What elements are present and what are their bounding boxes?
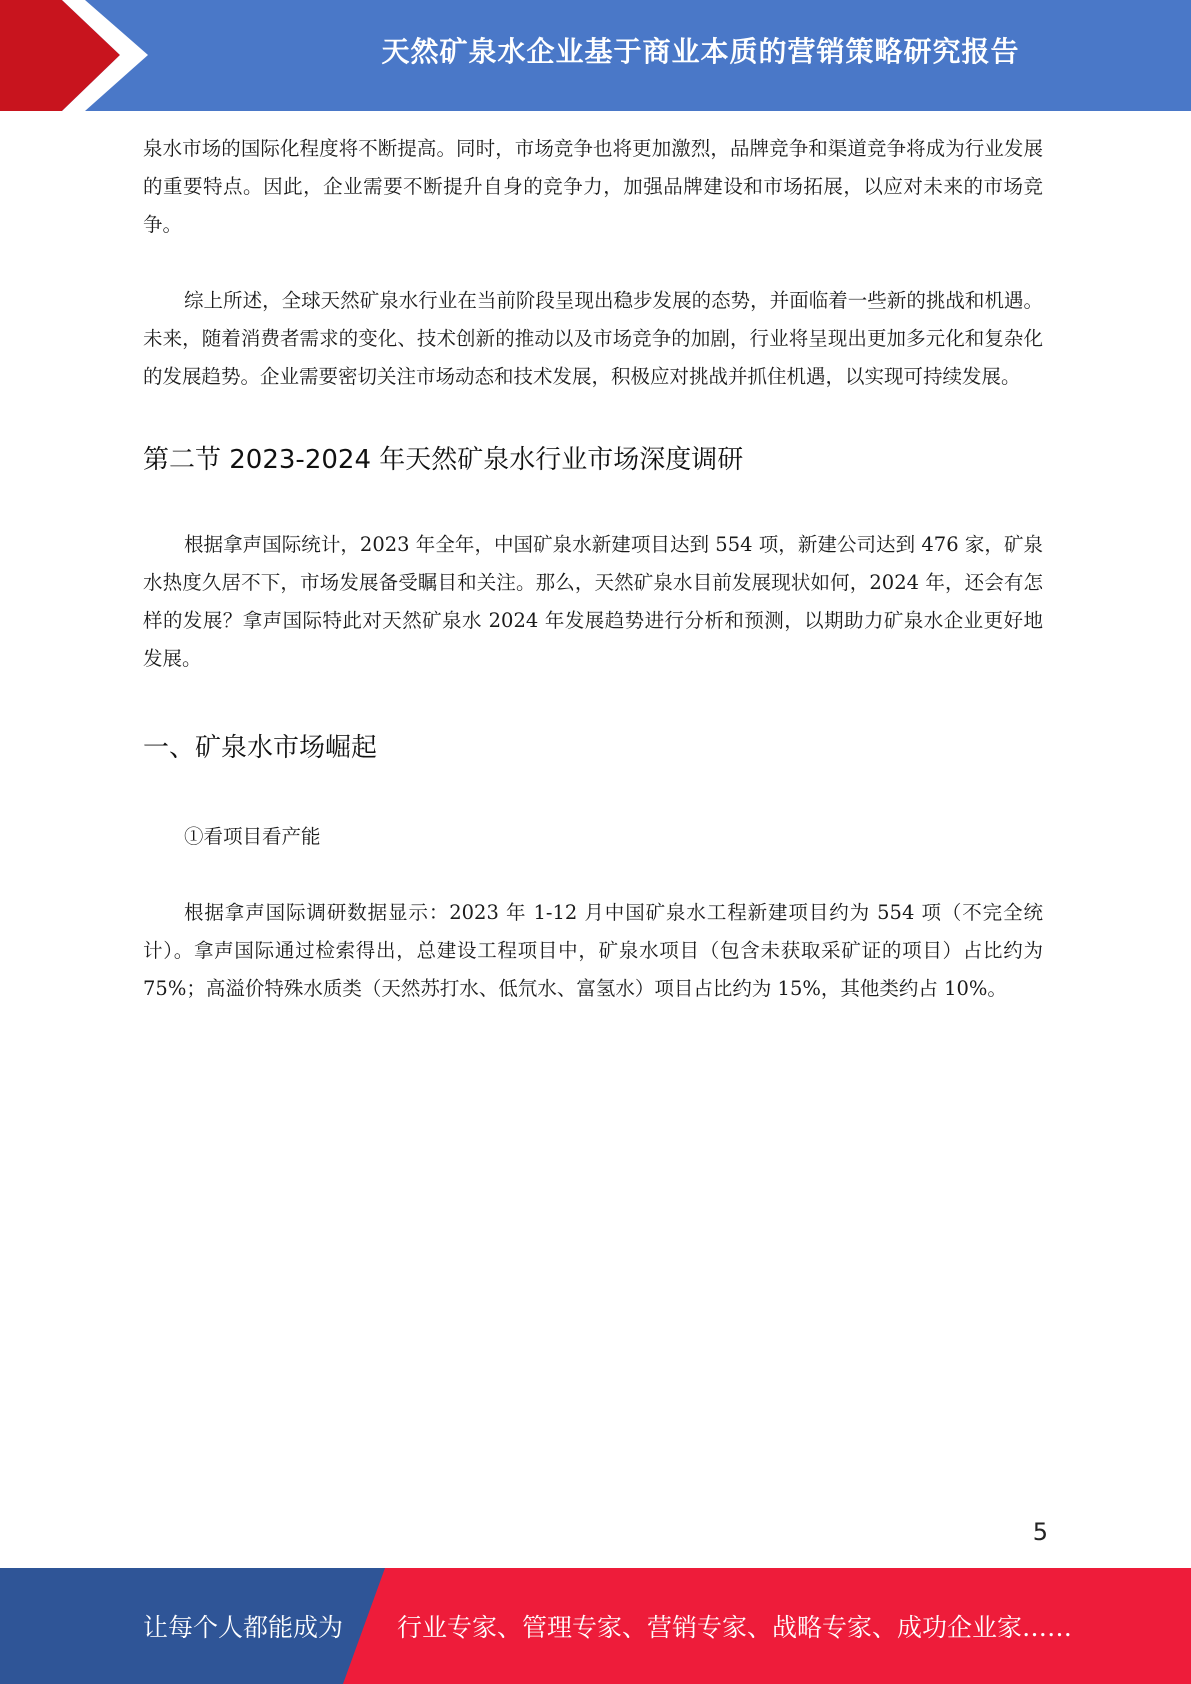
footer-slogan-right: 行业专家、管理专家、营销专家、战略专家、成功企业家……: [397, 1613, 1073, 1642]
footer-slogan-left: 让每个人都能成为: [143, 1613, 344, 1642]
paragraph-summary: 综上所述，全球天然矿泉水行业在当前阶段呈现出稳步发展的态势，并面临着一些新的挑战和机遇。未来，随着消费者需求的变化、技术创新的推动以及市场竞争的加剧，行业将呈现出更加多元化和复杂化的发展趋势。企业需要密切关注市场动态和技术发展，积极应对挑战并抓住机遇，以实现可持续发展。: [143, 289, 1043, 388]
item-label: ①看项目看产能: [184, 825, 321, 848]
page-number: 5: [1032, 1518, 1048, 1546]
page-content: [143, 130, 1043, 1008]
paragraph-survey-data: 根据拿声国际调研数据显示：2023 年 1-12 月中国矿泉水工程新建项目约为 554 项（不完全统计）。拿声国际通过检索得出，总建设工程项目中，矿泉水项目（包含未获取采矿证的项目）占比约为 75%；高溢价特殊水质类（天然苏打水、低氘水、富氢水）项目占比约为 15%，其他类约占 10%。: [143, 901, 1043, 1000]
subsection-heading: 一、矿泉水市场崛起: [143, 733, 378, 763]
section-heading: 第二节 2023-2024 年天然矿泉水行业市场深度调研: [143, 445, 744, 475]
paragraph-continuation: 泉水市场的国际化程度将不断提高。同时，市场竞争也将更加激烈，品牌竞争和渠道竞争将成为行业发展的重要特点。因此，企业需要不断提升自身的竞争力，加强品牌建设和市场拓展，以应对未来的市场竞争。: [143, 137, 1043, 236]
footer-banner: [0, 1568, 1191, 1684]
paragraph-statistics: 根据拿声国际统计，2023 年全年，中国矿泉水新建项目达到 554 项，新建公司达到 476 家，矿泉水热度久居不下，市场发展备受瞩目和关注。那么，天然矿泉水目前发展现状如何，2024 年，还会有怎样的发展？拿声国际特此对天然矿泉水 2024 年发展趋势进行分析和预测，以期助力矿泉水企业更好地发展。: [143, 533, 1043, 670]
header-bar: [0, 0, 1191, 111]
header-chevron-decoration: [0, 0, 160, 111]
report-title: 天然矿泉水企业基于商业本质的营销策略研究报告: [381, 35, 1020, 68]
